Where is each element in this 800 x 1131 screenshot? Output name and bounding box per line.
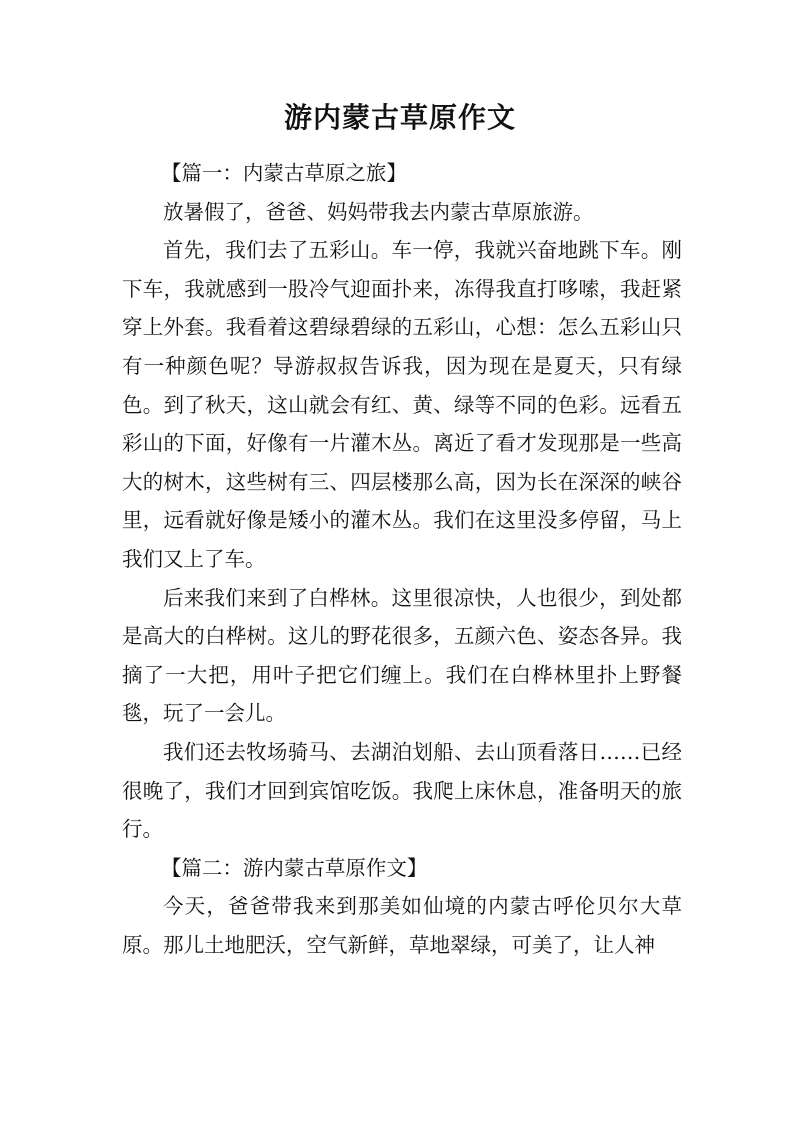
section-heading: 【篇一：内蒙古草原之旅】 <box>160 161 407 185</box>
paragraph: 放暑假了，爸爸、妈妈带我去内蒙古草原旅游。 <box>163 199 594 224</box>
section-heading: 【篇二：游内蒙古草原作文】 <box>160 855 428 880</box>
paragraph: 首先，我们去了五彩山。车一停，我就兴奋地跳下车。刚下车，我就感到一股冷气迎面扑来，冻得我直打哆嗦，我赶紧穿上外套。我看着这碧绿碧绿的五彩山，心想：怎么五彩山只有一种颜色呢？导游叔叔告诉我，因为现在是夏天，只有绿色。到了秋天，这山就会有红、黄、绿等不同的色彩。远看五彩山的下面，好像有一片灌木丛。离近了看才发现那是一些高大的树木，这些树有三、四层楼那么高，因为长在深深的峡谷里，远看就好像是矮小的灌木丛。我们在这里没多停留，马上我们又上了车。 <box>122 238 682 571</box>
paragraph: 今天，爸爸带我来到那美如仙境的内蒙古呼伦贝尔大草原。那儿土地肥沃，空气新鲜，草地翠绿，可美了，让人神 <box>122 894 682 957</box>
document-title: 游内蒙古草原作文 <box>283 101 516 134</box>
paragraph: 我们还去牧场骑马、去湖泊划船、去山顶看落日……已经很晚了，我们才回到宾馆吃饭。我爬上床休息，准备明天的旅行。 <box>122 739 682 842</box>
document-body <box>122 154 682 964</box>
paragraph: 后来我们来到了白桦林。这里很凉快，人也很少，到处都是高大的白桦树。这儿的野花很多，五颜六色、姿态各异。我摘了一大把，用叶子把它们缠上。我们在白桦林里扑上野餐毯，玩了一会儿。 <box>122 585 682 726</box>
